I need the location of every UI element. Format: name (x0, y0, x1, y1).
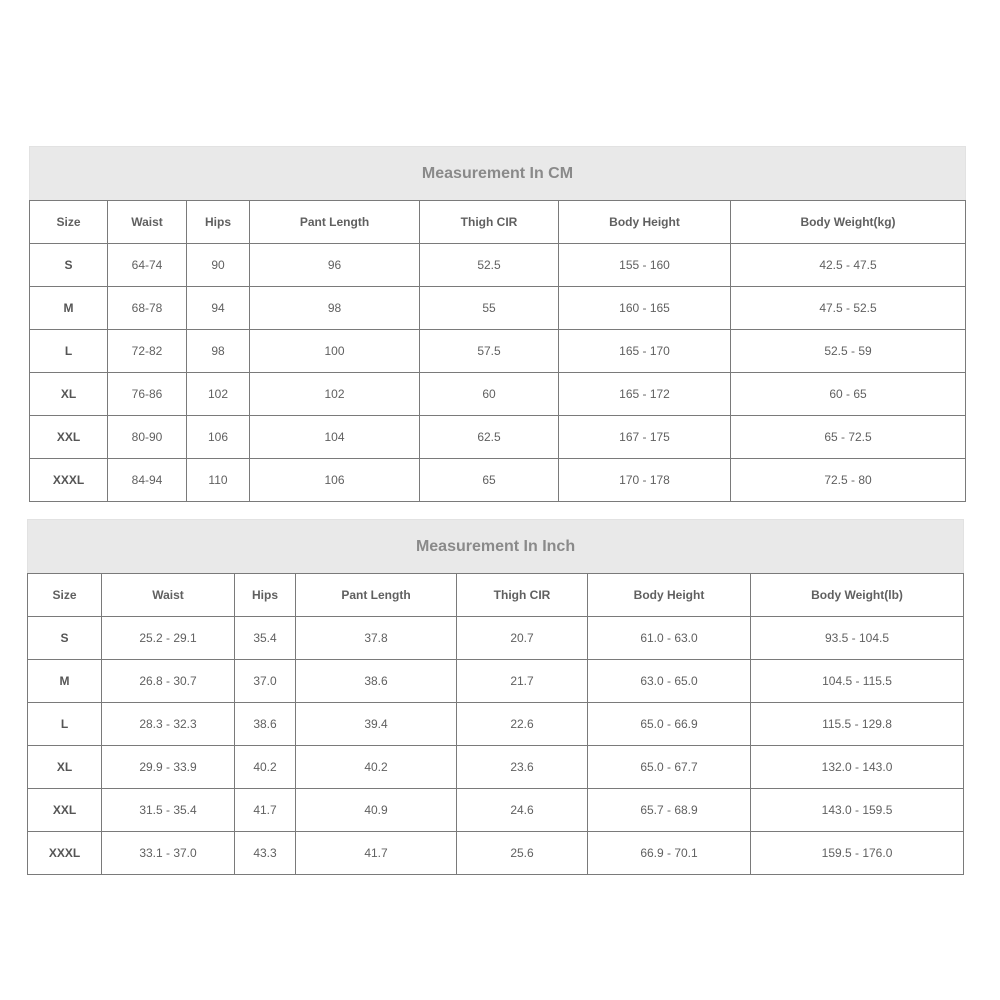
inch-table-row (28, 789, 964, 832)
measurement-value: 64-74 (108, 244, 187, 287)
inch-table-row (28, 703, 964, 746)
inch-column-header-body-height: Body Height (588, 574, 751, 617)
size-label: XXXL (28, 832, 102, 875)
measurement-value: 90 (187, 244, 250, 287)
measurement-value: 65.0 - 66.9 (588, 703, 751, 746)
measurement-value: 72-82 (108, 330, 187, 373)
measurement-value: 102 (187, 373, 250, 416)
measurement-value: 61.0 - 63.0 (588, 617, 751, 660)
measurement-value: 39.4 (296, 703, 457, 746)
measurement-value: 80-90 (108, 416, 187, 459)
measurement-value: 33.1 - 37.0 (102, 832, 235, 875)
measurement-cm-table (29, 146, 966, 502)
measurement-value: 47.5 - 52.5 (731, 287, 966, 330)
size-label: S (28, 617, 102, 660)
cm-column-header-pant-length: Pant Length (250, 201, 420, 244)
measurement-value: 52.5 - 59 (731, 330, 966, 373)
measurement-value: 65 (420, 459, 559, 502)
measurement-value: 35.4 (235, 617, 296, 660)
measurement-value: 40.2 (296, 746, 457, 789)
measurement-value: 104.5 - 115.5 (751, 660, 964, 703)
measurement-value: 110 (187, 459, 250, 502)
measurement-value: 155 - 160 (559, 244, 731, 287)
measurement-value: 106 (187, 416, 250, 459)
measurement-value: 37.0 (235, 660, 296, 703)
measurement-value: 41.7 (296, 832, 457, 875)
measurement-value: 165 - 172 (559, 373, 731, 416)
measurement-inch-table (27, 519, 964, 875)
measurement-value: 62.5 (420, 416, 559, 459)
measurement-value: 132.0 - 143.0 (751, 746, 964, 789)
measurement-value: 22.6 (457, 703, 588, 746)
measurement-value: 20.7 (457, 617, 588, 660)
measurement-value: 170 - 178 (559, 459, 731, 502)
measurement-value: 40.9 (296, 789, 457, 832)
measurement-value: 102 (250, 373, 420, 416)
measurement-value: 106 (250, 459, 420, 502)
measurement-value: 25.6 (457, 832, 588, 875)
inch-column-header-size: Size (28, 574, 102, 617)
inch-column-header-body-weight-lb: Body Weight(lb) (751, 574, 964, 617)
measurement-value: 65.0 - 67.7 (588, 746, 751, 789)
cm-table-header-row (30, 201, 966, 244)
inch-column-header-thigh-cir: Thigh CIR (457, 574, 588, 617)
measurement-value: 23.6 (457, 746, 588, 789)
cm-table-row (30, 287, 966, 330)
size-label: L (30, 330, 108, 373)
inch-column-header-pant-length: Pant Length (296, 574, 457, 617)
measurement-value: 165 - 170 (559, 330, 731, 373)
cm-table-row (30, 373, 966, 416)
cm-column-header-body-weight-kg: Body Weight(kg) (731, 201, 966, 244)
cm-table-title: Measurement In CM (30, 147, 966, 201)
inch-table-row (28, 660, 964, 703)
cm-table-row (30, 330, 966, 373)
measurement-value: 37.8 (296, 617, 457, 660)
inch-table-title: Measurement In Inch (28, 520, 964, 574)
measurement-value: 38.6 (235, 703, 296, 746)
size-label: XL (30, 373, 108, 416)
measurement-value: 43.3 (235, 832, 296, 875)
size-label: M (28, 660, 102, 703)
measurement-value: 55 (420, 287, 559, 330)
measurement-value: 159.5 - 176.0 (751, 832, 964, 875)
measurement-value: 98 (250, 287, 420, 330)
measurement-value: 84-94 (108, 459, 187, 502)
inch-column-header-waist: Waist (102, 574, 235, 617)
cm-column-header-thigh-cir: Thigh CIR (420, 201, 559, 244)
measurement-value: 65 - 72.5 (731, 416, 966, 459)
measurement-value: 76-86 (108, 373, 187, 416)
measurement-value: 167 - 175 (559, 416, 731, 459)
measurement-value: 96 (250, 244, 420, 287)
measurement-value: 26.8 - 30.7 (102, 660, 235, 703)
cm-column-header-body-height: Body Height (559, 201, 731, 244)
measurement-value: 40.2 (235, 746, 296, 789)
measurement-value: 57.5 (420, 330, 559, 373)
measurement-value: 60 (420, 373, 559, 416)
inch-table-row (28, 617, 964, 660)
measurement-value: 72.5 - 80 (731, 459, 966, 502)
inch-table-header-row (28, 574, 964, 617)
measurement-value: 160 - 165 (559, 287, 731, 330)
measurement-value: 98 (187, 330, 250, 373)
measurement-value: 93.5 - 104.5 (751, 617, 964, 660)
measurement-value: 21.7 (457, 660, 588, 703)
measurement-value: 66.9 - 70.1 (588, 832, 751, 875)
cm-table-row (30, 416, 966, 459)
inch-column-header-hips: Hips (235, 574, 296, 617)
cm-table-row (30, 459, 966, 502)
measurement-value: 94 (187, 287, 250, 330)
measurement-value: 42.5 - 47.5 (731, 244, 966, 287)
measurement-value: 65.7 - 68.9 (588, 789, 751, 832)
measurement-value: 25.2 - 29.1 (102, 617, 235, 660)
cm-column-header-hips: Hips (187, 201, 250, 244)
cm-column-header-size: Size (30, 201, 108, 244)
size-label: XXL (30, 416, 108, 459)
measurement-value: 60 - 65 (731, 373, 966, 416)
size-label: S (30, 244, 108, 287)
measurement-value: 100 (250, 330, 420, 373)
inch-table-row (28, 832, 964, 875)
cm-table-row (30, 244, 966, 287)
size-label: XXL (28, 789, 102, 832)
measurement-value: 38.6 (296, 660, 457, 703)
size-label: M (30, 287, 108, 330)
measurement-value: 28.3 - 32.3 (102, 703, 235, 746)
cm-column-header-waist: Waist (108, 201, 187, 244)
measurement-value: 31.5 - 35.4 (102, 789, 235, 832)
measurement-value: 143.0 - 159.5 (751, 789, 964, 832)
size-label: XL (28, 746, 102, 789)
inch-table-row (28, 746, 964, 789)
measurement-value: 104 (250, 416, 420, 459)
size-label: L (28, 703, 102, 746)
measurement-value: 63.0 - 65.0 (588, 660, 751, 703)
measurement-value: 29.9 - 33.9 (102, 746, 235, 789)
measurement-value: 52.5 (420, 244, 559, 287)
size-label: XXXL (30, 459, 108, 502)
measurement-value: 24.6 (457, 789, 588, 832)
measurement-value: 115.5 - 129.8 (751, 703, 964, 746)
measurement-value: 68-78 (108, 287, 187, 330)
measurement-value: 41.7 (235, 789, 296, 832)
